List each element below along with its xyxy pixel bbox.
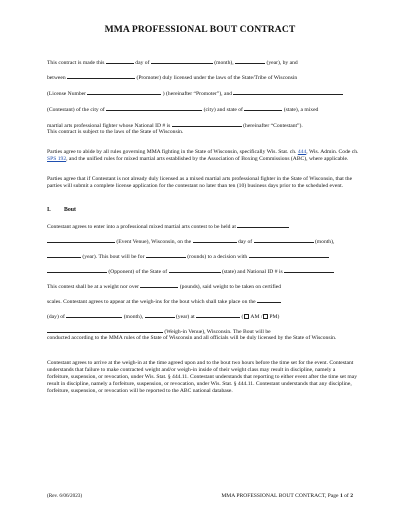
- revision-date: (Rev. 6/06/2023): [47, 493, 83, 499]
- page-number: 1: [339, 493, 343, 499]
- bout-text: (Event Venue), Wisconsin, on the: [116, 239, 192, 245]
- bout-line-4: [47, 267, 357, 276]
- state-blank[interactable]: [244, 105, 282, 111]
- intro-text: ) (hereinafter “Promoter”), and: [162, 91, 233, 97]
- event-venue-blank[interactable]: [237, 222, 289, 228]
- city-blank[interactable]: [106, 105, 202, 111]
- bout-text: (year) at: [175, 314, 195, 320]
- pm-checkbox[interactable]: [263, 314, 268, 319]
- opponent-state-blank[interactable]: [169, 267, 221, 273]
- weighin-date-blank[interactable]: [257, 297, 281, 303]
- section-title: Bout: [64, 207, 76, 213]
- bout-text: (year). This bout will be for: [82, 254, 145, 260]
- footer-text: of: [342, 493, 351, 499]
- opponent-id-blank[interactable]: [284, 267, 334, 273]
- rules-paragraph: [47, 149, 359, 163]
- promoter-blank[interactable]: [67, 73, 135, 79]
- bout-line-3: [47, 252, 357, 261]
- weighin-venue-blank[interactable]: [47, 327, 163, 333]
- intro-line-4: [47, 105, 357, 114]
- intro-text: This contract is made this: [47, 60, 105, 66]
- intro-text: (year), by and: [266, 60, 298, 66]
- page-total: 2: [350, 493, 353, 499]
- year-blank[interactable]: [235, 58, 265, 64]
- am-checkbox[interactable]: [244, 314, 249, 319]
- month-blank[interactable]: [151, 58, 213, 64]
- bout-day-blank[interactable]: [193, 237, 237, 243]
- bout-line-2: [47, 237, 357, 246]
- event-venue-blank[interactable]: [47, 237, 115, 243]
- intro-text: martial arts professional fighter whose National ID # is: [47, 123, 171, 129]
- rules-text: Parties agree to abide by all rules governing MMA fighting in the State of Wisconsin, specifically Wis. Stat. ch.: [47, 149, 298, 155]
- weight-blank[interactable]: [140, 282, 178, 288]
- bout-text: PM): [269, 314, 280, 320]
- weighin-year-blank[interactable]: [145, 312, 175, 318]
- bout-text: This contest shall be at a weight nor over: [47, 284, 139, 290]
- intro-text: day of: [135, 60, 150, 66]
- bout-text: (Opponent) of the State of: [108, 269, 168, 275]
- statute-444-link[interactable]: 444: [297, 149, 307, 155]
- national-id-blank[interactable]: [172, 121, 242, 127]
- weighin-month-blank[interactable]: [66, 312, 122, 318]
- bout-line-6: [47, 297, 357, 306]
- license-number-blank[interactable]: [87, 89, 161, 95]
- bout-text: (rounds) to a decision with: [187, 254, 248, 260]
- bout-text: Contestant agrees to enter into a professional mixed martial arts contest to be held at: [47, 224, 236, 230]
- page-title: MMA PROFESSIONAL BOUT CONTRACT: [104, 24, 296, 35]
- page-footer: [221, 493, 353, 499]
- bout-rules-paragraph: conducted according to the MMA rules of the State of Wisconsin and all officials will be duly licensed by the State of Wisconsin.: [47, 335, 337, 341]
- weighin-time-blank[interactable]: [196, 312, 240, 318]
- opponent-blank[interactable]: [249, 252, 329, 258]
- bout-text: (Weigh-in Venue), Wisconsin. The Bout will be: [164, 329, 271, 335]
- bout-text: (day) of: [47, 314, 65, 320]
- intro-line-1: [47, 58, 357, 67]
- intro-text: (Promoter) duly licensed under the laws of the State/Tribe of Wisconsin: [136, 75, 298, 81]
- bout-line-1: [47, 222, 357, 231]
- rules-text: , and the unified rules for mixed martial arts established by the Association of Boxing Commissions (ABC), where applicable.: [66, 155, 349, 162]
- bout-text: (month),: [314, 239, 335, 245]
- bout-month-blank[interactable]: [254, 237, 314, 243]
- bout-line-7: (day) of (month), (year) at ( AM / PM): [47, 314, 280, 320]
- intro-text: (month),: [214, 60, 234, 66]
- bout-text: day of: [237, 239, 253, 245]
- intro-text: (city) and state of: [203, 107, 243, 113]
- intro-text: (Contestant) of the city of: [47, 107, 105, 113]
- intro-line-6: This contract is subject to the laws of the State of Wisconsin.: [47, 129, 184, 135]
- bout-year-blank[interactable]: [47, 252, 81, 258]
- day-blank[interactable]: [106, 58, 134, 64]
- bout-text: scales. Contestant agrees to appear at the weigh-ins for the bout which shall take place on the: [47, 299, 256, 305]
- opponent-name-blank[interactable]: [47, 267, 107, 273]
- intro-text: between: [47, 75, 66, 81]
- intro-text: (hereinafter “Contestant”).: [243, 123, 303, 129]
- section-number: I.: [47, 207, 51, 213]
- bout-text: (pounds), said weight to be taken on certified: [179, 284, 282, 290]
- footer-text: MMA PROFESSIONAL BOUT CONTRACT, Page: [221, 493, 340, 499]
- license-paragraph: Parties agree that if Contestant is not already duly licensed as a mixed martial arts professional fighter in the State of Wisconsin, that the parties will submit a complete license application for the contestant no later than ten (10) business days prior to the scheduled event.: [47, 176, 353, 189]
- intro-line-3: [47, 89, 357, 98]
- section-heading: [47, 207, 76, 213]
- contestant-blank[interactable]: [233, 89, 343, 95]
- intro-text: (License Number: [47, 91, 86, 97]
- rules-text: , Wis. Admin. Code ch.: [306, 149, 359, 155]
- sps-192-link[interactable]: SPS 192: [47, 155, 67, 162]
- bout-text: AM /: [250, 314, 263, 320]
- weighin-paragraph: Contestant agrees to arrive at the weigh-in at the time agreed upon and to the bout two hours before the time set for the event. Contestant understands that failure to make contracted weight and/or weigh-in inside of their weight class may result in discipline, namely a forfeiture, suspension, or revocation, under Wis. Stat. § 444.11. Contestant understands that reporting to either event after the time set may result in discipline, namely a forfeiture, suspension, or revocation, under Wis. Stat. § 444.11. Contestant understands that any discipline, forfeiture, suspension, or revocation will be reported to the ABC national database.: [47, 360, 357, 394]
- intro-text: (state), a mixed: [283, 107, 319, 113]
- bout-text: (state) and National ID # is: [221, 269, 283, 275]
- rounds-blank[interactable]: [146, 252, 186, 258]
- intro-line-2: [47, 73, 357, 82]
- bout-line-5: [47, 282, 357, 291]
- bout-text: (month),: [123, 314, 144, 320]
